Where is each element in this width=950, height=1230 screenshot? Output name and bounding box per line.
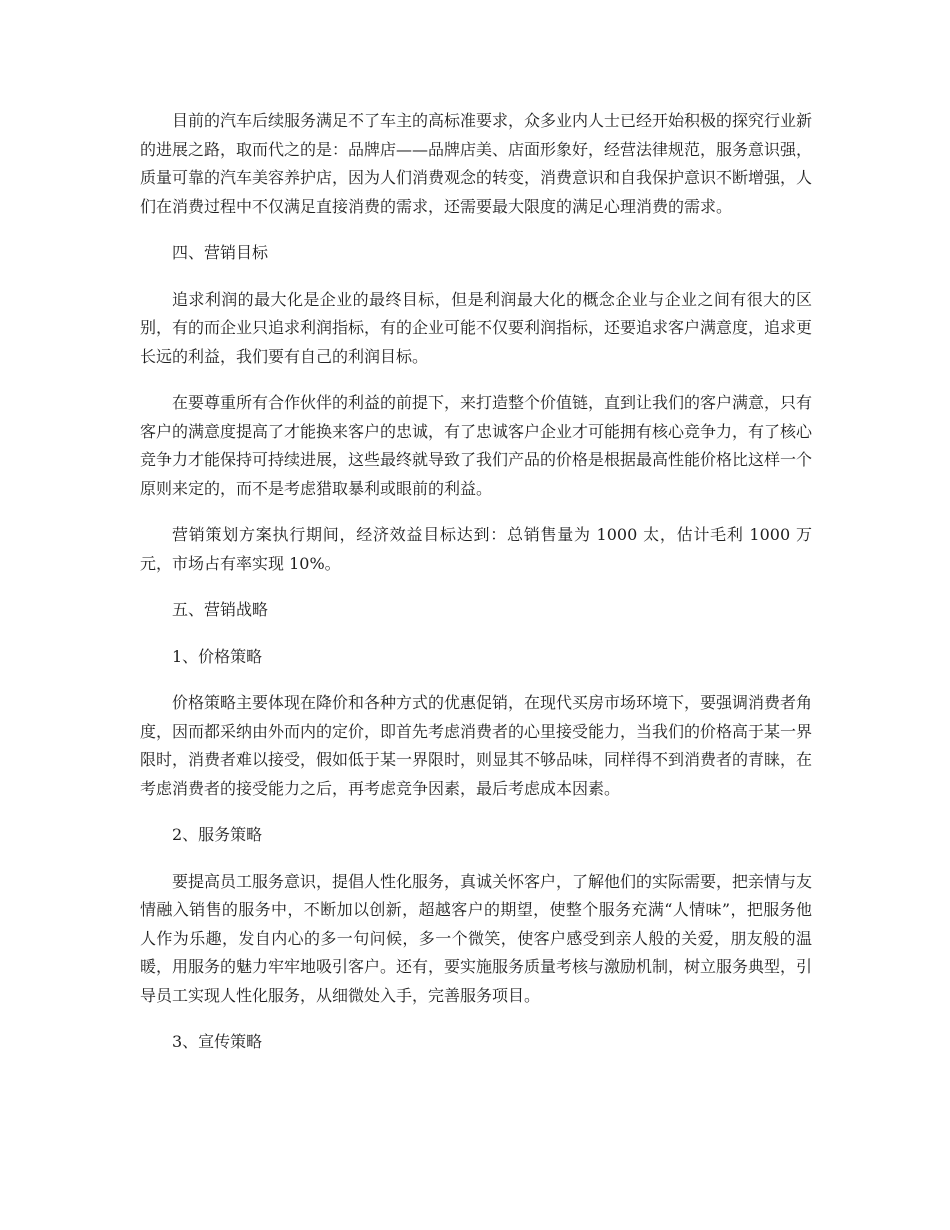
paragraph-value-chain: 在要尊重所有合作伙伴的利益的前提下，来打造整个价值链，直到让我们的客户满意，只有客户的满意度提高了才能换来客户的忠诚，有了忠诚客户企业才可能拥有核心竞争力，有了核心竞争力才能保持可持续进展，这些最终就导致了我们产品的价格是根据最高性能价格比这样一个原则来定的，而不是考虑猎取暴利或眼前的利益。 bbox=[140, 393, 813, 498]
subheading-price-strategy: 1、价格策略 bbox=[172, 646, 263, 666]
paragraph-economic-targets: 营销策划方案执行期间，经济效益目标达到：总销售量为 1000 太，估计毛利 1000 万元，市场占有率实现 10%。 bbox=[140, 525, 812, 573]
paragraph-price-strategy: 价格策略主要体现在降价和各种方式的优惠促销，在现代买房市场环境下，要强调消费者角度，因而都采纳由外而内的定价，即首先考虑消费者的心里接受能力，当我们的价格高于某一界限时，消费者难以接受，假如低于某一界限时，则显其不够品味，同样得不到消费者的青睐，在考虑消费者的接受能力之后，再考虑竞争因素，最后考虑成本因素。 bbox=[140, 693, 813, 798]
paragraph-profit-maximization: 追求利润的最大化是企业的最终目标，但是利润最大化的概念企业与企业之间有很大的区别，有的而企业只追求利润指标，有的企业可能不仅要利润指标，还要追求客户满意度，追求更长远的利益，我们要有自己的利润目标。 bbox=[140, 289, 813, 366]
document-body bbox=[140, 107, 812, 1075]
paragraph-service-strategy: 要提高员工服务意识，提倡人性化服务，真诚关怀客户，了解他们的实际需要，把亲情与友情融入销售的服务中，不断加以创新，超越客户的期望，使整个服务充满“人情味”，把服务他人作为乐趣，发自内心的多一句问候，多一个微笑，使客户感受到亲人般的关爱，朋友般的温暖，用服务的魅力牢牢地吸引客户。还有，要实施服务质量考核与激励机制，树立服务典型，引导员工实现人性化服务，从细微处入手，完善服务项目。 bbox=[140, 871, 813, 1005]
paragraph-intro: 目前的汽车后续服务满足不了车主的高标准要求，众多业内人士已经开始积极的探究行业新的进展之路，取而代之的是：品牌店——品牌店美、店面形象好，经营法律规范，服务意识强，质量可靠的汽车美容养护店，因为人们消费观念的转变，消费意识和自我保护意识不断增强，人们在消费过程中不仅满足直接消费的需求，还需要最大限度的满足心理消费的需求。 bbox=[140, 111, 813, 216]
section-heading-marketing-goals: 四、营销目标 bbox=[172, 243, 269, 262]
section-heading-marketing-strategy: 五、营销战略 bbox=[172, 600, 269, 619]
subheading-promotion-strategy: 3、宣传策略 bbox=[172, 1032, 263, 1051]
subheading-service-strategy: 2、服务策略 bbox=[172, 825, 263, 844]
